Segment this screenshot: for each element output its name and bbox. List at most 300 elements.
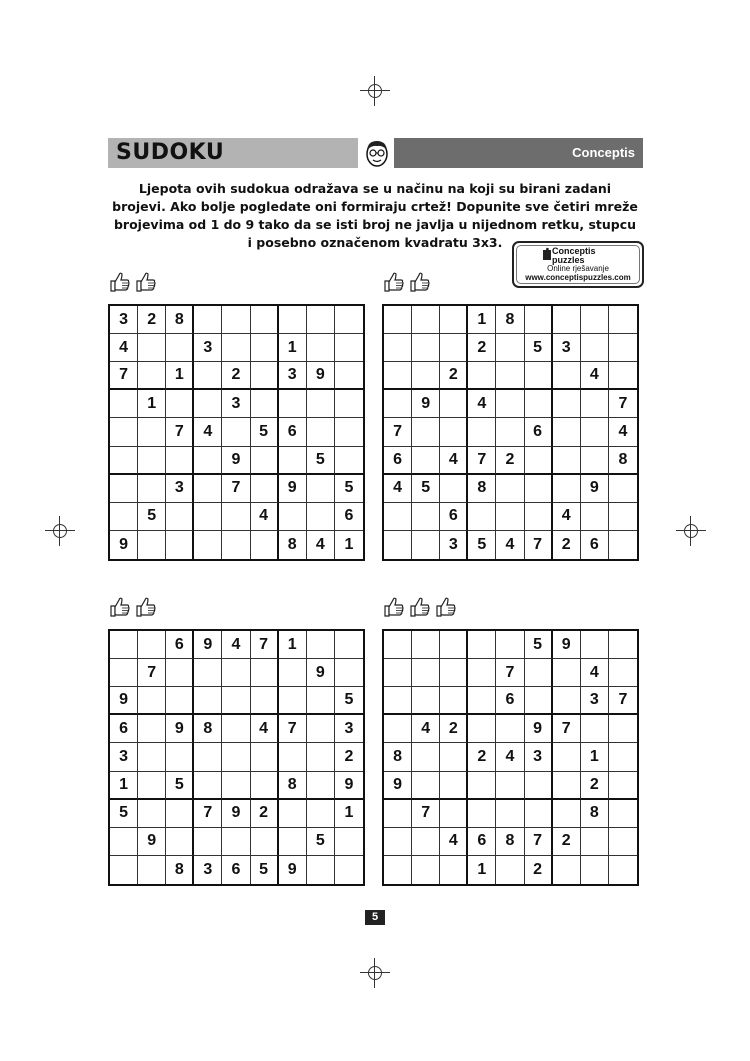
sudoku-cell[interactable] (194, 503, 222, 531)
sudoku-cell[interactable] (440, 631, 468, 659)
sudoku-cell[interactable]: 5 (251, 856, 279, 884)
sudoku-cell[interactable]: 7 (609, 390, 637, 418)
sudoku-cell[interactable]: 5 (525, 631, 553, 659)
sudoku-cell[interactable] (279, 687, 307, 715)
sudoku-cell[interactable] (581, 418, 609, 446)
sudoku-cell[interactable]: 5 (335, 687, 363, 715)
sudoku-cell[interactable]: 6 (335, 503, 363, 531)
sudoku-cell[interactable] (468, 772, 496, 800)
sudoku-cell[interactable] (335, 631, 363, 659)
sudoku-cell[interactable]: 9 (525, 715, 553, 743)
sudoku-cell[interactable] (251, 362, 279, 390)
sudoku-cell[interactable] (609, 800, 637, 828)
sudoku-cell[interactable] (166, 687, 194, 715)
sudoku-cell[interactable]: 1 (344, 535, 354, 553)
sudoku-cell[interactable] (553, 447, 581, 475)
sudoku-cell[interactable]: 8 (166, 856, 194, 884)
sudoku-cell[interactable] (251, 475, 279, 503)
sudoku-cell[interactable] (412, 743, 440, 771)
sudoku-cell[interactable] (222, 503, 250, 531)
sudoku-cell[interactable] (166, 390, 194, 418)
sudoku-cell[interactable] (525, 687, 553, 715)
sudoku-cell[interactable] (496, 362, 524, 390)
sudoku-cell[interactable] (384, 306, 412, 334)
sudoku-cell[interactable] (553, 390, 581, 418)
sudoku-cell[interactable]: 6 (440, 503, 468, 531)
sudoku-cell[interactable]: 8 (279, 772, 307, 800)
sudoku-cell[interactable] (384, 687, 412, 715)
sudoku-cell[interactable] (412, 418, 440, 446)
sudoku-cell[interactable] (194, 390, 222, 418)
sudoku-cell[interactable]: 2 (581, 772, 609, 800)
sudoku-cell[interactable] (251, 687, 279, 715)
sudoku-cell[interactable] (222, 531, 250, 559)
sudoku-cell[interactable] (525, 475, 553, 503)
sudoku-cell[interactable] (553, 687, 581, 715)
sudoku-cell[interactable] (138, 800, 166, 828)
sudoku-cell[interactable]: 4 (496, 531, 524, 559)
sudoku-cell[interactable] (138, 447, 166, 475)
sudoku-cell[interactable] (496, 772, 524, 800)
sudoku-cell[interactable]: 1 (279, 631, 307, 659)
sudoku-cell[interactable]: 7 (468, 447, 496, 475)
sudoku-cell[interactable] (496, 503, 524, 531)
sudoku-cell[interactable]: 9 (222, 800, 250, 828)
sudoku-cell[interactable] (609, 715, 637, 743)
sudoku-cell[interactable] (384, 856, 412, 884)
sudoku-cell[interactable] (222, 772, 250, 800)
sudoku-cell[interactable] (553, 362, 581, 390)
sudoku-cell[interactable]: 3 (440, 531, 468, 559)
sudoku-cell[interactable] (251, 659, 279, 687)
sudoku-cell[interactable] (307, 800, 335, 828)
sudoku-cell[interactable] (251, 828, 279, 856)
sudoku-cell[interactable] (307, 418, 335, 446)
sudoku-cell[interactable] (194, 531, 222, 559)
sudoku-cell[interactable] (384, 631, 412, 659)
sudoku-cell[interactable] (525, 772, 553, 800)
sudoku-cell[interactable] (581, 334, 609, 362)
sudoku-cell[interactable] (251, 743, 279, 771)
sudoku-cell[interactable] (110, 418, 138, 446)
sudoku-cell[interactable]: 8 (496, 306, 524, 334)
sudoku-cell[interactable] (307, 856, 335, 884)
sudoku-cell[interactable]: 9 (307, 659, 335, 687)
sudoku-cell[interactable] (468, 715, 496, 743)
sudoku-cell[interactable] (412, 631, 440, 659)
sudoku-cell[interactable]: 5 (412, 475, 440, 503)
sudoku-cell[interactable] (335, 447, 363, 475)
sudoku-cell[interactable]: 9 (581, 475, 609, 503)
sudoku-cell[interactable]: 3 (279, 362, 307, 390)
sudoku-cell[interactable] (279, 306, 307, 334)
sudoku-cell[interactable] (468, 659, 496, 687)
sudoku-cell[interactable] (138, 334, 166, 362)
sudoku-cell[interactable] (609, 828, 637, 856)
sudoku-cell[interactable]: 4 (412, 715, 440, 743)
sudoku-cell[interactable]: 7 (194, 800, 222, 828)
sudoku-cell[interactable] (468, 800, 496, 828)
sudoku-cell[interactable] (166, 800, 194, 828)
sudoku-cell[interactable]: 3 (194, 334, 222, 362)
sudoku-cell[interactable] (166, 743, 194, 771)
sudoku-cell[interactable] (307, 475, 335, 503)
sudoku-cell[interactable] (222, 334, 250, 362)
sudoku-cell[interactable]: 9 (166, 715, 194, 743)
sudoku-cell[interactable] (468, 687, 496, 715)
sudoku-cell[interactable] (166, 531, 194, 559)
sudoku-cell[interactable] (307, 687, 335, 715)
sudoku-cell[interactable]: 9 (279, 475, 307, 503)
sudoku-cell[interactable] (307, 390, 335, 418)
sudoku-cell[interactable]: 4 (384, 475, 412, 503)
online-solving-badge[interactable] (512, 241, 644, 288)
sudoku-cell[interactable] (412, 334, 440, 362)
sudoku-cell[interactable] (110, 503, 138, 531)
sudoku-cell[interactable] (412, 856, 440, 884)
sudoku-cell[interactable]: 6 (279, 418, 307, 446)
sudoku-cell[interactable] (412, 687, 440, 715)
sudoku-cell[interactable] (609, 631, 637, 659)
sudoku-cell[interactable] (251, 334, 279, 362)
sudoku-cell[interactable]: 3 (335, 715, 363, 743)
sudoku-cell[interactable] (279, 743, 307, 771)
sudoku-cell[interactable] (138, 856, 166, 884)
sudoku-cell[interactable] (194, 743, 222, 771)
sudoku-cell[interactable] (553, 772, 581, 800)
sudoku-cell[interactable]: 6 (496, 687, 524, 715)
sudoku-cell[interactable] (110, 659, 138, 687)
sudoku-cell[interactable] (496, 418, 524, 446)
sudoku-cell[interactable]: 4 (222, 631, 250, 659)
sudoku-cell[interactable] (496, 475, 524, 503)
sudoku-cell[interactable] (307, 631, 335, 659)
sudoku-cell[interactable] (384, 362, 412, 390)
sudoku-cell[interactable]: 1 (335, 800, 363, 828)
sudoku-cell[interactable] (609, 659, 637, 687)
sudoku-cell[interactable] (110, 856, 138, 884)
sudoku-cell[interactable]: 7 (525, 828, 553, 856)
sudoku-cell[interactable]: 4 (440, 828, 468, 856)
sudoku-cell[interactable]: 3 (110, 306, 138, 334)
sudoku-cell[interactable]: 9 (194, 631, 222, 659)
sudoku-cell[interactable] (110, 447, 138, 475)
sudoku-cell[interactable]: 5 (525, 334, 553, 362)
sudoku-cell[interactable] (553, 743, 581, 771)
sudoku-cell[interactable] (138, 743, 166, 771)
sudoku-cell[interactable]: 9 (335, 772, 363, 800)
sudoku-cell[interactable] (384, 390, 412, 418)
sudoku-cell[interactable] (384, 659, 412, 687)
sudoku-cell[interactable] (335, 659, 363, 687)
sudoku-cell[interactable]: 2 (525, 856, 553, 884)
sudoku-cell[interactable]: 5 (468, 531, 496, 559)
sudoku-cell[interactable] (553, 856, 581, 884)
sudoku-cell[interactable]: 4 (581, 659, 609, 687)
sudoku-cell[interactable]: 4 (251, 503, 279, 531)
sudoku-cell[interactable]: 7 (110, 362, 138, 390)
sudoku-cell[interactable]: 9 (110, 687, 138, 715)
sudoku-cell[interactable] (222, 418, 250, 446)
sudoku-cell[interactable] (307, 715, 335, 743)
sudoku-cell[interactable] (166, 659, 194, 687)
sudoku-cell[interactable] (553, 418, 581, 446)
sudoku-cell[interactable]: 9 (138, 828, 166, 856)
sudoku-cell[interactable] (307, 743, 335, 771)
sudoku-cell[interactable] (251, 531, 279, 559)
sudoku-cell[interactable]: 7 (222, 475, 250, 503)
sudoku-cell[interactable] (279, 659, 307, 687)
sudoku-cell[interactable] (335, 856, 363, 884)
sudoku-cell[interactable]: 2 (468, 334, 496, 362)
sudoku-cell[interactable] (553, 659, 581, 687)
sudoku-cell[interactable] (166, 334, 194, 362)
sudoku-cell[interactable] (412, 659, 440, 687)
sudoku-cell[interactable] (384, 503, 412, 531)
sudoku-cell[interactable] (581, 828, 609, 856)
sudoku-cell[interactable] (525, 306, 553, 334)
sudoku-cell[interactable] (194, 362, 222, 390)
sudoku-cell[interactable] (194, 475, 222, 503)
sudoku-cell[interactable]: 7 (553, 715, 581, 743)
sudoku-cell[interactable]: 3 (553, 334, 581, 362)
sudoku-cell[interactable] (609, 503, 637, 531)
sudoku-cell[interactable] (384, 334, 412, 362)
sudoku-cell[interactable] (251, 306, 279, 334)
sudoku-cell[interactable]: 8 (279, 531, 307, 559)
sudoku-cell[interactable]: 4 (553, 503, 581, 531)
sudoku-cell[interactable] (194, 772, 222, 800)
sudoku-cell[interactable]: 4 (468, 390, 496, 418)
sudoku-cell[interactable] (138, 631, 166, 659)
sudoku-cell[interactable] (166, 447, 194, 475)
sudoku-cell[interactable]: 3 (222, 390, 250, 418)
sudoku-cell[interactable]: 9 (279, 856, 307, 884)
sudoku-cell[interactable]: 9 (553, 631, 581, 659)
sudoku-cell[interactable]: 4 (496, 743, 524, 771)
sudoku-cell[interactable]: 4 (609, 418, 637, 446)
sudoku-cell[interactable]: 6 (110, 715, 138, 743)
sudoku-cell[interactable] (335, 828, 363, 856)
sudoku-cell[interactable] (609, 772, 637, 800)
sudoku-cell[interactable]: 2 (138, 306, 166, 334)
sudoku-cell[interactable] (251, 390, 279, 418)
sudoku-cell[interactable] (335, 418, 363, 446)
sudoku-cell[interactable] (194, 687, 222, 715)
sudoku-cell[interactable]: 6 (468, 828, 496, 856)
sudoku-cell[interactable] (581, 390, 609, 418)
sudoku-cell[interactable]: 5 (166, 772, 194, 800)
sudoku-cell[interactable] (412, 772, 440, 800)
sudoku-cell[interactable]: 2 (440, 362, 468, 390)
sudoku-cell[interactable]: 4 (251, 715, 279, 743)
sudoku-cell[interactable] (412, 306, 440, 334)
sudoku-cell[interactable]: 6 (581, 531, 609, 559)
sudoku-cell[interactable] (166, 503, 194, 531)
sudoku-cell[interactable] (440, 743, 468, 771)
sudoku-cell[interactable]: 2 (222, 362, 250, 390)
sudoku-cell[interactable] (412, 503, 440, 531)
sudoku-cell[interactable]: 4 (581, 362, 609, 390)
sudoku-cell[interactable]: 9 (307, 362, 335, 390)
sudoku-cell[interactable]: 7 (251, 631, 279, 659)
sudoku-cell[interactable] (440, 475, 468, 503)
sudoku-cell[interactable]: 2 (335, 743, 363, 771)
sudoku-cell[interactable] (412, 531, 440, 559)
sudoku-cell[interactable]: 7 (384, 418, 412, 446)
sudoku-cell[interactable]: 3 (525, 743, 553, 771)
sudoku-cell[interactable] (194, 306, 222, 334)
sudoku-cell[interactable] (194, 659, 222, 687)
sudoku-cell[interactable] (440, 687, 468, 715)
sudoku-cell[interactable] (222, 828, 250, 856)
sudoku-cell[interactable]: 7 (525, 531, 553, 559)
sudoku-cell[interactable]: 9 (110, 531, 138, 559)
sudoku-cell[interactable] (553, 306, 581, 334)
sudoku-cell[interactable] (194, 828, 222, 856)
sudoku-cell[interactable] (251, 772, 279, 800)
sudoku-cell[interactable]: 3 (194, 856, 222, 884)
sudoku-cell[interactable] (384, 531, 412, 559)
sudoku-cell[interactable] (412, 447, 440, 475)
sudoku-cell[interactable] (496, 856, 524, 884)
sudoku-cell[interactable]: 1 (166, 362, 194, 390)
sudoku-cell[interactable] (581, 856, 609, 884)
sudoku-cell[interactable] (166, 828, 194, 856)
sudoku-cell[interactable]: 4 (307, 531, 335, 559)
sudoku-cell[interactable]: 5 (110, 800, 138, 828)
sudoku-cell[interactable] (525, 503, 553, 531)
sudoku-cell[interactable] (468, 503, 496, 531)
sudoku-cell[interactable] (468, 418, 496, 446)
sudoku-cell[interactable] (335, 362, 363, 390)
sudoku-cell[interactable] (553, 800, 581, 828)
sudoku-cell[interactable]: 5 (138, 503, 166, 531)
sudoku-cell[interactable]: 7 (166, 418, 194, 446)
sudoku-cell[interactable] (496, 390, 524, 418)
sudoku-cell[interactable] (138, 715, 166, 743)
sudoku-cell[interactable] (496, 334, 524, 362)
sudoku-cell[interactable] (440, 659, 468, 687)
sudoku-cell[interactable] (307, 306, 335, 334)
sudoku-cell[interactable]: 3 (166, 475, 194, 503)
sudoku-cell[interactable]: 2 (468, 743, 496, 771)
sudoku-cell[interactable] (440, 856, 468, 884)
sudoku-cell[interactable]: 8 (581, 800, 609, 828)
sudoku-cell[interactable]: 8 (384, 743, 412, 771)
sudoku-cell[interactable] (335, 390, 363, 418)
sudoku-cell[interactable] (609, 531, 637, 559)
sudoku-cell[interactable] (110, 475, 138, 503)
sudoku-cell[interactable] (609, 334, 637, 362)
sudoku-cell[interactable] (581, 306, 609, 334)
sudoku-cell[interactable] (138, 475, 166, 503)
sudoku-cell[interactable] (440, 772, 468, 800)
sudoku-cell[interactable] (384, 800, 412, 828)
sudoku-cell[interactable]: 1 (468, 856, 496, 884)
sudoku-cell[interactable]: 7 (279, 715, 307, 743)
sudoku-cell[interactable] (222, 743, 250, 771)
sudoku-cell[interactable]: 6 (525, 418, 553, 446)
sudoku-cell[interactable]: 5 (251, 418, 279, 446)
sudoku-cell[interactable] (412, 828, 440, 856)
sudoku-cell[interactable] (279, 828, 307, 856)
sudoku-cell[interactable] (307, 334, 335, 362)
sudoku-cell[interactable] (279, 447, 307, 475)
sudoku-cell[interactable]: 3 (581, 687, 609, 715)
sudoku-cell[interactable]: 7 (412, 800, 440, 828)
sudoku-cell[interactable] (251, 447, 279, 475)
sudoku-cell[interactable]: 4 (194, 418, 222, 446)
sudoku-cell[interactable]: 2 (553, 828, 581, 856)
sudoku-cell[interactable]: 4 (440, 447, 468, 475)
sudoku-cell[interactable] (307, 772, 335, 800)
sudoku-cell[interactable] (440, 306, 468, 334)
sudoku-cell[interactable] (307, 503, 335, 531)
sudoku-cell[interactable]: 9 (412, 390, 440, 418)
sudoku-cell[interactable] (279, 503, 307, 531)
sudoku-cell[interactable]: 5 (307, 828, 335, 856)
sudoku-cell[interactable] (279, 390, 307, 418)
sudoku-cell[interactable] (222, 306, 250, 334)
sudoku-cell[interactable] (138, 418, 166, 446)
sudoku-cell[interactable]: 1 (279, 334, 307, 362)
sudoku-cell[interactable] (138, 531, 166, 559)
sudoku-cell[interactable] (412, 362, 440, 390)
sudoku-cell[interactable] (525, 447, 553, 475)
sudoku-cell[interactable]: 2 (251, 800, 279, 828)
sudoku-cell[interactable]: 3 (110, 743, 138, 771)
sudoku-cell[interactable] (525, 659, 553, 687)
sudoku-cell[interactable] (110, 631, 138, 659)
sudoku-cell[interactable] (440, 800, 468, 828)
sudoku-cell[interactable] (609, 475, 637, 503)
sudoku-cell[interactable]: 6 (384, 447, 412, 475)
sudoku-cell[interactable]: 6 (222, 856, 250, 884)
sudoku-cell[interactable] (609, 306, 637, 334)
sudoku-cell[interactable]: 8 (496, 828, 524, 856)
sudoku-cell[interactable] (496, 631, 524, 659)
sudoku-cell[interactable] (581, 503, 609, 531)
sudoku-cell[interactable] (279, 800, 307, 828)
sudoku-cell[interactable]: 6 (166, 631, 194, 659)
sudoku-cell[interactable] (110, 390, 138, 418)
sudoku-cell[interactable]: 8 (166, 306, 194, 334)
sudoku-cell[interactable] (496, 715, 524, 743)
sudoku-cell[interactable]: 9 (384, 772, 412, 800)
sudoku-cell[interactable] (384, 715, 412, 743)
sudoku-cell[interactable] (194, 447, 222, 475)
sudoku-cell[interactable] (222, 659, 250, 687)
sudoku-cell[interactable] (581, 631, 609, 659)
sudoku-cell[interactable] (335, 334, 363, 362)
sudoku-cell[interactable] (335, 306, 363, 334)
sudoku-cell[interactable] (468, 362, 496, 390)
sudoku-cell[interactable] (496, 800, 524, 828)
sudoku-cell[interactable]: 1 (468, 306, 496, 334)
sudoku-cell[interactable]: 5 (335, 475, 363, 503)
sudoku-cell[interactable] (440, 334, 468, 362)
sudoku-cell[interactable]: 5 (307, 447, 335, 475)
sudoku-cell[interactable] (110, 828, 138, 856)
sudoku-cell[interactable] (138, 772, 166, 800)
sudoku-cell[interactable] (468, 631, 496, 659)
sudoku-cell[interactable] (222, 687, 250, 715)
sudoku-cell[interactable] (609, 362, 637, 390)
sudoku-cell[interactable] (222, 715, 250, 743)
sudoku-cell[interactable]: 8 (609, 447, 637, 475)
sudoku-cell[interactable]: 1 (110, 772, 138, 800)
